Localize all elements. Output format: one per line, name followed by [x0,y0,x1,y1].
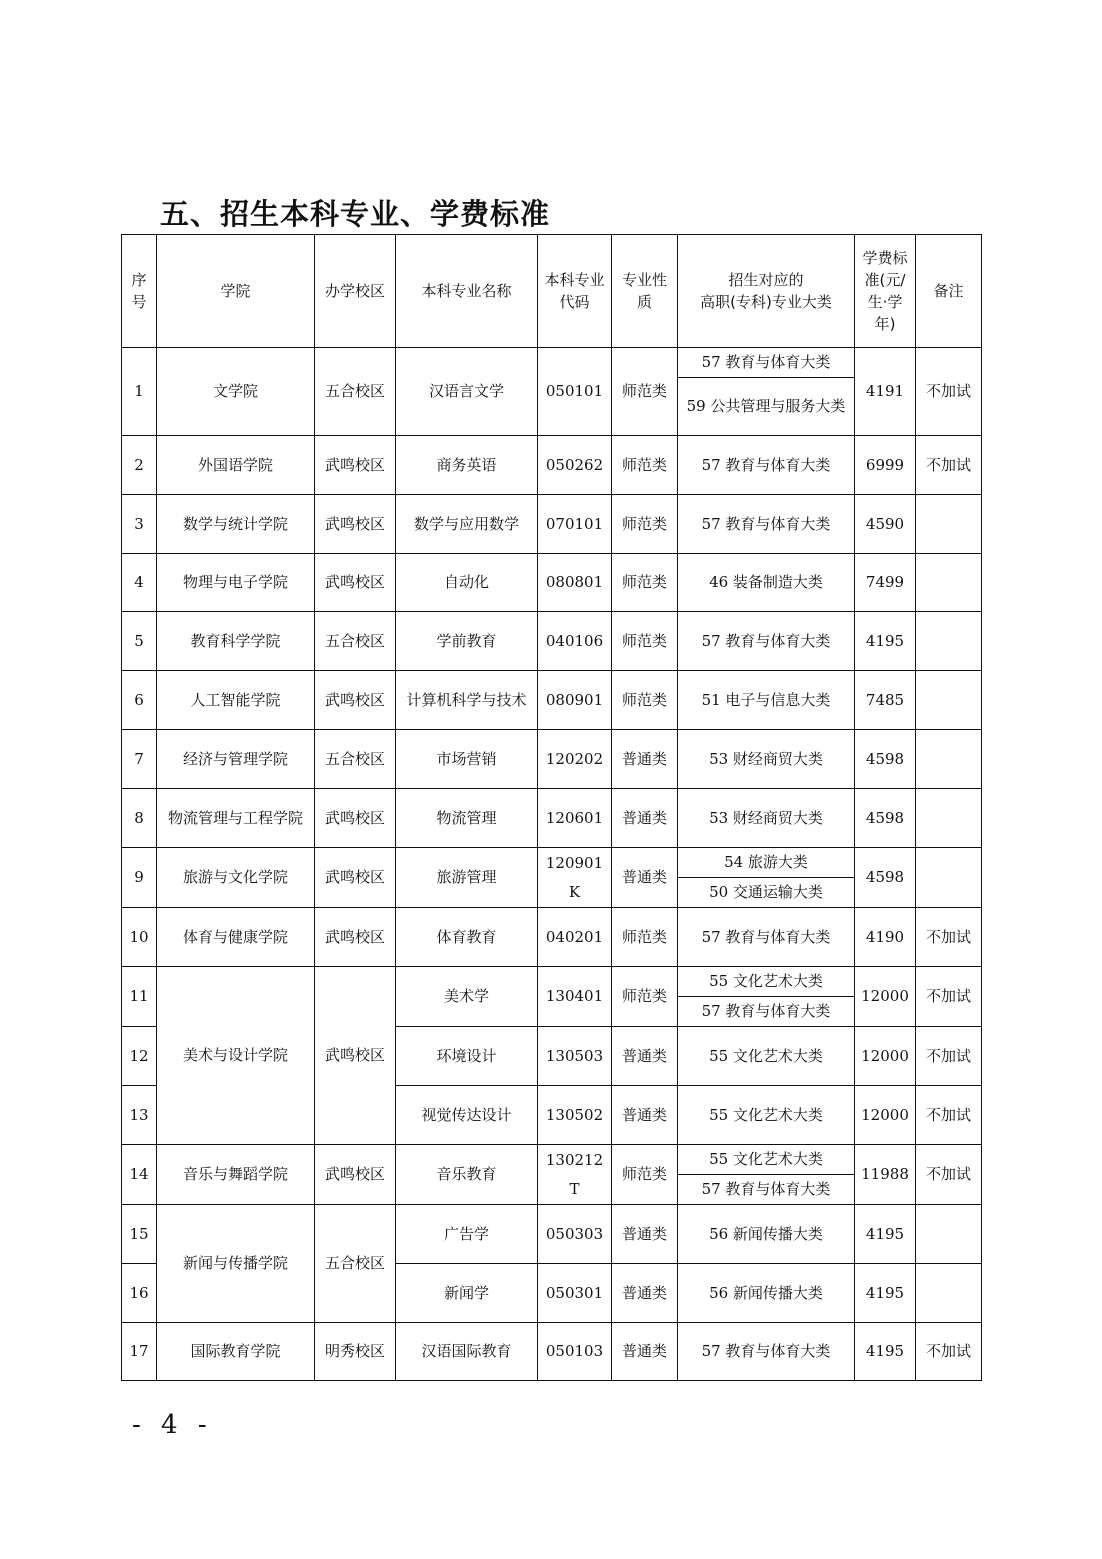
cell-campus: 武鸣校区 [315,495,396,554]
cell-category: 56 新闻传播大类 [678,1264,855,1323]
cell-type: 普通类 [612,1323,678,1381]
cell-code: 080901 [538,671,612,730]
cell-category: 57 教育与体育大类 [678,495,855,554]
cell-fee: 4191 [855,348,916,436]
cell-fee: 4598 [855,789,916,848]
cell-campus: 武鸣校区 [315,671,396,730]
cell-category: 57 教育与体育大类 [678,1175,855,1205]
cell-fee: 4195 [855,1264,916,1323]
cell-type: 普通类 [612,1264,678,1323]
cell-type: 师范类 [612,1145,678,1205]
cell-major: 市场营销 [396,730,538,789]
cell-category: 57 教育与体育大类 [678,997,855,1027]
table-row [122,1145,982,1175]
cell-campus: 武鸣校区 [315,1145,396,1205]
cell-type: 普通类 [612,848,678,908]
cell-college: 物理与电子学院 [157,554,315,612]
cell-type: 师范类 [612,554,678,612]
cell-major: 体育教育 [396,908,538,967]
cell-campus: 武鸣校区 [315,436,396,495]
header-category-line2: 高职(专科)专业大类 [700,293,832,311]
cell-type: 普通类 [612,1027,678,1086]
cell-seq: 7 [122,730,157,789]
cell-code: 070101 [538,495,612,554]
cell-type: 师范类 [612,436,678,495]
cell-major: 物流管理 [396,789,538,848]
table-row [122,908,982,967]
cell-campus: 武鸣校区 [315,908,396,967]
cell-major: 商务英语 [396,436,538,495]
cell-fee: 11988 [855,1145,916,1205]
cell-note [916,1264,982,1323]
majors-fee-table [121,234,982,1381]
cell-code: 050101 [538,348,612,436]
header-major: 本科专业名称 [396,235,538,348]
cell-campus: 武鸣校区 [315,554,396,612]
cell-note: 不加试 [916,1086,982,1145]
cell-code: 130502 [538,1086,612,1145]
cell-college: 教育科学学院 [157,612,315,671]
cell-fee: 12000 [855,1027,916,1086]
cell-note: 不加试 [916,1145,982,1205]
table-row [122,730,982,789]
cell-note: 不加试 [916,967,982,1027]
cell-type: 师范类 [612,967,678,1027]
cell-fee: 4195 [855,612,916,671]
cell-seq: 2 [122,436,157,495]
cell-major: 计算机科学与技术 [396,671,538,730]
cell-note [916,789,982,848]
cell-seq: 6 [122,671,157,730]
cell-type: 师范类 [612,348,678,436]
cell-college: 新闻与传播学院 [157,1205,315,1323]
cell-fee: 4190 [855,908,916,967]
table-row [122,554,982,612]
cell-category: 51 电子与信息大类 [678,671,855,730]
cell-major: 美术学 [396,967,538,1027]
cell-major: 新闻学 [396,1264,538,1323]
cell-college: 旅游与文化学院 [157,848,315,908]
cell-code: 120601 [538,789,612,848]
cell-category: 54 旅游大类 [678,848,855,878]
cell-note [916,554,982,612]
cell-college: 文学院 [157,348,315,436]
cell-code: 040106 [538,612,612,671]
cell-seq: 3 [122,495,157,554]
cell-note [916,612,982,671]
cell-fee: 12000 [855,1086,916,1145]
cell-note [916,1205,982,1264]
table-row [122,1323,982,1381]
cell-note [916,730,982,789]
cell-category: 57 教育与体育大类 [678,436,855,495]
cell-code: 050301 [538,1264,612,1323]
cell-category: 53 财经商贸大类 [678,789,855,848]
cell-seq: 10 [122,908,157,967]
cell-category: 55 文化艺术大类 [678,1027,855,1086]
cell-note [916,495,982,554]
cell-note: 不加试 [916,436,982,495]
cell-major: 音乐教育 [396,1145,538,1205]
cell-major: 自动化 [396,554,538,612]
cell-seq: 15 [122,1205,157,1264]
table-row [122,495,982,554]
cell-code: 130212T [538,1145,612,1205]
cell-college: 经济与管理学院 [157,730,315,789]
cell-type: 普通类 [612,1205,678,1264]
cell-category: 46 装备制造大类 [678,554,855,612]
cell-category: 57 教育与体育大类 [678,612,855,671]
cell-note: 不加试 [916,908,982,967]
cell-fee: 4598 [855,730,916,789]
cell-campus: 五合校区 [315,730,396,789]
cell-seq: 8 [122,789,157,848]
cell-campus: 武鸣校区 [315,848,396,908]
cell-college: 音乐与舞蹈学院 [157,1145,315,1205]
header-fee: 学费标准(元/生·学年) [855,235,916,348]
cell-seq: 9 [122,848,157,908]
cell-major: 学前教育 [396,612,538,671]
cell-major: 汉语国际教育 [396,1323,538,1381]
table-row [122,612,982,671]
cell-category: 55 文化艺术大类 [678,967,855,997]
cell-major: 视觉传达设计 [396,1086,538,1145]
cell-fee: 6999 [855,436,916,495]
cell-college: 数学与统计学院 [157,495,315,554]
cell-major: 旅游管理 [396,848,538,908]
cell-category: 50 交通运输大类 [678,878,855,908]
cell-seq: 11 [122,967,157,1027]
cell-category: 59 公共管理与服务大类 [678,378,855,436]
cell-type: 普通类 [612,1086,678,1145]
header-note: 备注 [916,235,982,348]
cell-seq: 1 [122,348,157,436]
cell-college: 体育与健康学院 [157,908,315,967]
cell-note [916,848,982,908]
cell-note: 不加试 [916,1323,982,1381]
cell-college: 物流管理与工程学院 [157,789,315,848]
cell-campus: 明秀校区 [315,1323,396,1381]
table-row [122,848,982,878]
cell-fee: 4195 [855,1323,916,1381]
cell-category: 57 教育与体育大类 [678,1323,855,1381]
header-category [678,235,855,348]
header-code: 本科专业代码 [538,235,612,348]
header-college: 学院 [157,235,315,348]
cell-code: 130401 [538,967,612,1027]
header-campus: 办学校区 [315,235,396,348]
cell-seq: 17 [122,1323,157,1381]
cell-category: 56 新闻传播大类 [678,1205,855,1264]
cell-college: 美术与设计学院 [157,967,315,1145]
cell-note [916,671,982,730]
cell-category: 55 文化艺术大类 [678,1145,855,1175]
cell-note: 不加试 [916,348,982,436]
cell-code: 080801 [538,554,612,612]
cell-code: 120901K [538,848,612,908]
cell-major: 汉语言文学 [396,348,538,436]
cell-seq: 16 [122,1264,157,1323]
cell-campus: 五合校区 [315,1205,396,1323]
page-number: - 4 - [132,1410,213,1440]
table-row [122,967,982,997]
cell-type: 师范类 [612,495,678,554]
cell-type: 师范类 [612,671,678,730]
cell-fee: 4598 [855,848,916,908]
cell-type: 师范类 [612,908,678,967]
cell-college: 人工智能学院 [157,671,315,730]
cell-campus: 五合校区 [315,348,396,436]
cell-seq: 14 [122,1145,157,1205]
header-category-line1: 招生对应的 [728,271,804,289]
cell-major: 环境设计 [396,1027,538,1086]
header-row [122,235,982,348]
cell-campus: 武鸣校区 [315,789,396,848]
cell-category: 55 文化艺术大类 [678,1086,855,1145]
cell-code: 050303 [538,1205,612,1264]
header-seq: 序号 [122,235,157,348]
section-title: 五、招生本科专业、学费标准 [160,197,551,231]
header-type: 专业性质 [612,235,678,348]
table-row [122,1205,982,1264]
cell-college: 国际教育学院 [157,1323,315,1381]
cell-college: 外国语学院 [157,436,315,495]
table-row [122,671,982,730]
cell-fee: 12000 [855,967,916,1027]
cell-campus: 武鸣校区 [315,967,396,1145]
cell-fee: 7485 [855,671,916,730]
table-row [122,436,982,495]
cell-type: 普通类 [612,730,678,789]
cell-category: 53 财经商贸大类 [678,730,855,789]
cell-code: 130503 [538,1027,612,1086]
cell-note: 不加试 [916,1027,982,1086]
cell-type: 师范类 [612,612,678,671]
cell-fee: 4590 [855,495,916,554]
cell-category: 57 教育与体育大类 [678,908,855,967]
cell-seq: 13 [122,1086,157,1145]
cell-seq: 4 [122,554,157,612]
cell-code: 050103 [538,1323,612,1381]
cell-code: 050262 [538,436,612,495]
table-row [122,789,982,848]
table-row [122,348,982,378]
cell-seq: 12 [122,1027,157,1086]
cell-type: 普通类 [612,789,678,848]
cell-major: 广告学 [396,1205,538,1264]
cell-category: 57 教育与体育大类 [678,348,855,378]
cell-major: 数学与应用数学 [396,495,538,554]
cell-fee: 7499 [855,554,916,612]
cell-code: 040201 [538,908,612,967]
cell-seq: 5 [122,612,157,671]
cell-fee: 4195 [855,1205,916,1264]
cell-campus: 五合校区 [315,612,396,671]
cell-code: 120202 [538,730,612,789]
